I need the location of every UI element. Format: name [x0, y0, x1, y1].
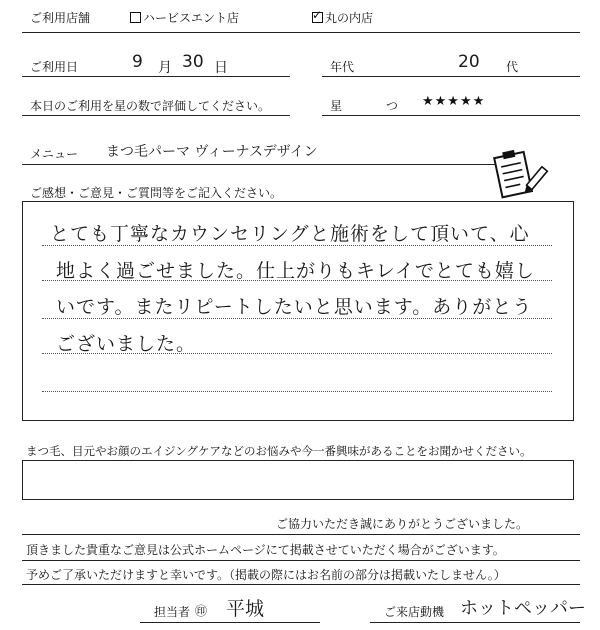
comments-label: ご感想・ご意見・ご質問等をご記入ください。 [30, 186, 283, 200]
store-option-harbis-label: ハービスエント店 [143, 11, 240, 25]
store-label: ご利用店舗 [30, 11, 91, 25]
notice-line-1: 頂きました貴重なご意見は公式ホームページにて掲載させていただく場合がございます。 [26, 543, 505, 557]
age-unit: 代 [506, 60, 519, 74]
staff-stamp-icon: ㊞ [195, 604, 208, 618]
checkbox-icon[interactable] [130, 12, 141, 23]
interest-label: まつ毛、目元やお顔のエイジングケアなどのお悩みや今一番興味があることをお聞かせください。 [26, 444, 532, 458]
checked-checkbox-icon[interactable] [312, 12, 323, 23]
age-value: 20 [458, 52, 480, 72]
store-option-marunouchi-label: 丸の内店 [325, 11, 374, 25]
rating-unit: つ [386, 99, 399, 113]
comment-line-2: 地よく過ごせました。仕上がりもキレイでとても嬉し [56, 260, 535, 282]
date-month-unit: 月 [158, 60, 172, 76]
interest-box[interactable] [22, 460, 574, 500]
rating-prompt: 本日のご利用を星の数で評価してください。 [30, 99, 271, 113]
comment-line-4: ございました。 [56, 333, 197, 355]
menu-value: まつ毛パーマ ヴィーナスデザイン [106, 144, 318, 160]
date-label: ご利用日 [30, 60, 79, 74]
thanks-text: ご協力いただき誠にありがとうございました。 [276, 517, 529, 531]
staff-name: 平城 [226, 598, 265, 620]
date-day: 30 [182, 52, 204, 72]
store-option-harbis[interactable] [130, 9, 239, 26]
motive-value: ホットペッパー [460, 598, 586, 619]
rating-label: 星 [330, 99, 343, 113]
menu-label: メニュー [30, 147, 79, 161]
age-label: 年代 [330, 60, 355, 74]
clipboard-pen-icon [488, 148, 550, 200]
rating-stars: ★★★★★ [422, 94, 486, 109]
staff-label: 担当者 [154, 605, 191, 619]
date-month: 9 [132, 52, 143, 72]
notice-line-2: 予めご了承いただけますと幸いです。（掲載の際にはお名前の部分は掲載いたしません。） [26, 568, 506, 582]
date-day-unit: 日 [214, 60, 228, 76]
store-option-marunouchi[interactable] [312, 9, 373, 26]
motive-label: ご来店動機 [384, 605, 445, 619]
comment-line-3: いです。またリピートしたいと思います。ありがとう [56, 296, 533, 318]
comment-line-1: とても丁寧なカウンセリングと施術をして頂いて、心 [50, 223, 530, 245]
